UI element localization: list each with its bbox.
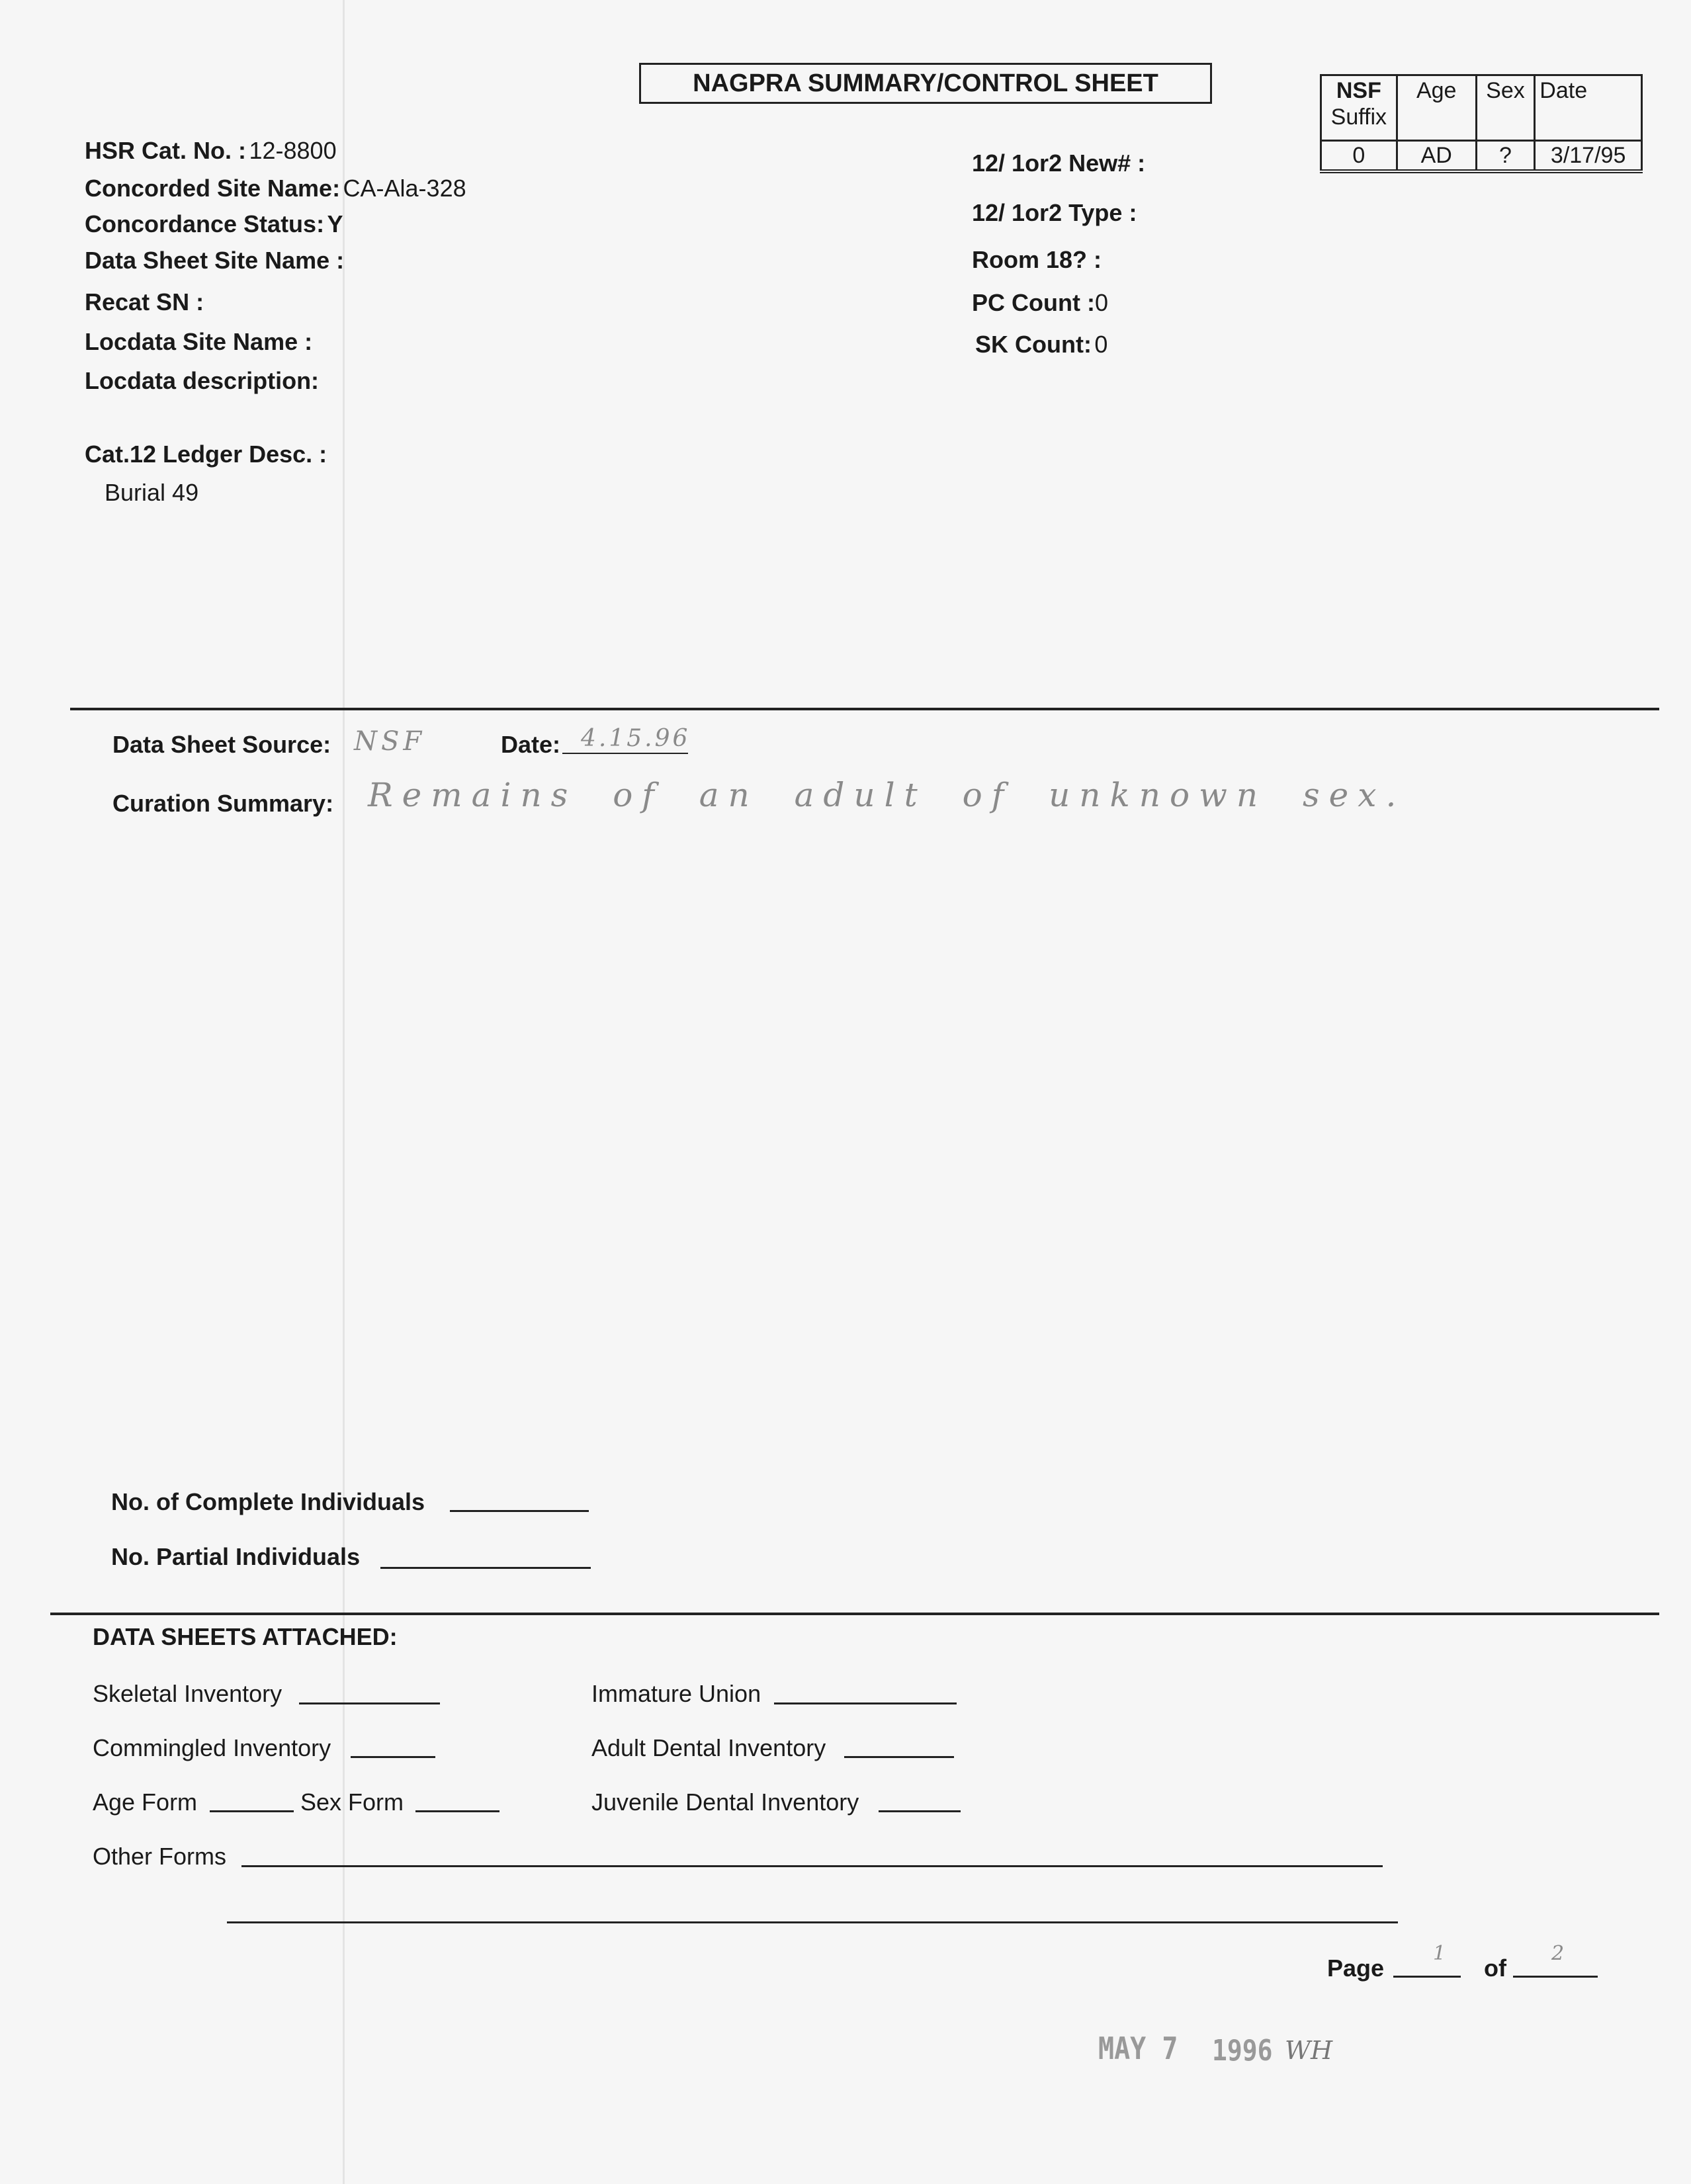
concorded-site-row (85, 175, 466, 202)
page-title: NAGPRA SUMMARY/CONTROL SHEET (639, 63, 1212, 104)
sk-count-row (975, 331, 1107, 358)
pc-count-row (972, 289, 1108, 317)
ledger-desc-value: Burial 49 (105, 479, 199, 506)
immature-union-line (774, 1702, 957, 1704)
adult-dental-label: Adult Dental Inventory (591, 1734, 826, 1761)
concordance-status-label: Concordance Status: (85, 210, 325, 237)
curation-summary-label: Curation Summary: (112, 790, 334, 817)
commingled-inventory-line (351, 1756, 435, 1758)
juvenile-dental-line (879, 1810, 961, 1812)
section-divider-top (70, 708, 1659, 710)
received-stamp-date: MAY 7 (1098, 2031, 1178, 2067)
age-form-line (210, 1810, 294, 1812)
datasheet-site-label: Data Sheet Site Name : (85, 247, 345, 274)
age-header: Age (1397, 75, 1476, 141)
received-stamp-initials: WH (1285, 2036, 1333, 2065)
hsr-cat-row (85, 137, 337, 165)
page-number-line (1393, 1976, 1461, 1978)
page-number-value: 1 (1433, 1942, 1446, 1965)
curation-date-underline (562, 753, 688, 754)
sex-header: Sex (1476, 75, 1535, 141)
room-18-label: Room 18? : (972, 246, 1102, 273)
complete-individuals-line (450, 1510, 589, 1512)
curation-date-value: 4.15.96 (581, 725, 691, 752)
adult-dental-line (844, 1756, 954, 1758)
juvenile-dental-label: Juvenile Dental Inventory (591, 1788, 859, 1816)
paper-fold-line (343, 0, 345, 2184)
sex-form-line (415, 1810, 499, 1812)
date-value: 3/17/95 (1535, 141, 1642, 172)
pc-count-value: 0 (1094, 289, 1108, 316)
received-stamp-year: 1996 (1212, 2033, 1273, 2068)
of-label: of (1484, 1954, 1506, 1982)
ledger-desc-label: Cat.12 Ledger Desc. : (85, 441, 327, 468)
skeletal-inventory-line (299, 1702, 440, 1704)
page-label: Page (1327, 1954, 1385, 1982)
pc-count-label: PC Count : (972, 289, 1095, 316)
sex-form-label: Sex Form (300, 1788, 404, 1816)
curation-summary-value: Remains of an adult of unknown sex. (368, 776, 1406, 814)
other-forms-line-2 (227, 1921, 1398, 1923)
section-divider-bottom (50, 1613, 1659, 1615)
skeletal-inventory-label: Skeletal Inventory (93, 1680, 282, 1707)
page-total-value: 2 (1551, 1942, 1565, 1965)
page-total-line (1513, 1976, 1598, 1978)
suffix-header: Suffix (1330, 105, 1387, 130)
hsr-cat-value: 12-8800 (249, 137, 337, 164)
nsf-header: NSF (1336, 78, 1381, 103)
concorded-site-label: Concorded Site Name: (85, 175, 341, 202)
nsf-header-cell (1321, 75, 1397, 141)
data-sheet-source-value: NSF (354, 726, 426, 757)
curation-date-label: Date: (501, 731, 561, 758)
immature-union-label: Immature Union (591, 1680, 761, 1707)
type-label: 12/ 1or2 Type : (972, 199, 1137, 226)
data-sheets-heading: DATA SHEETS ATTACHED: (93, 1623, 398, 1650)
sex-value: ? (1476, 141, 1535, 172)
commingled-inventory-label: Commingled Inventory (93, 1734, 331, 1761)
sk-count-value: 0 (1094, 331, 1108, 358)
concordance-status-row (85, 210, 343, 238)
date-header: Date (1535, 75, 1642, 141)
new-number-label: 12/ 1or2 New# : (972, 149, 1146, 177)
locdata-site-label: Locdata Site Name : (85, 328, 313, 355)
age-value: AD (1397, 141, 1476, 172)
nsf-table (1320, 74, 1643, 173)
other-forms-line-1 (241, 1865, 1383, 1867)
partial-individuals-label: No. Partial Individuals (111, 1543, 361, 1570)
sk-count-label: SK Count: (975, 331, 1092, 358)
recat-sn-label: Recat SN : (85, 288, 204, 315)
data-sheet-source-label: Data Sheet Source: (112, 731, 331, 758)
partial-individuals-line (380, 1567, 591, 1569)
locdata-description-label: Locdata description: (85, 367, 320, 394)
complete-individuals-label: No. of Complete Individuals (111, 1488, 425, 1515)
hsr-cat-label: HSR Cat. No. : (85, 137, 247, 164)
concordance-status-value: Y (327, 210, 343, 237)
other-forms-label: Other Forms (93, 1843, 227, 1870)
concorded-site-value: CA-Ala-328 (343, 175, 466, 202)
nsf-suffix-value: 0 (1321, 141, 1397, 172)
age-form-label: Age Form (93, 1788, 198, 1816)
